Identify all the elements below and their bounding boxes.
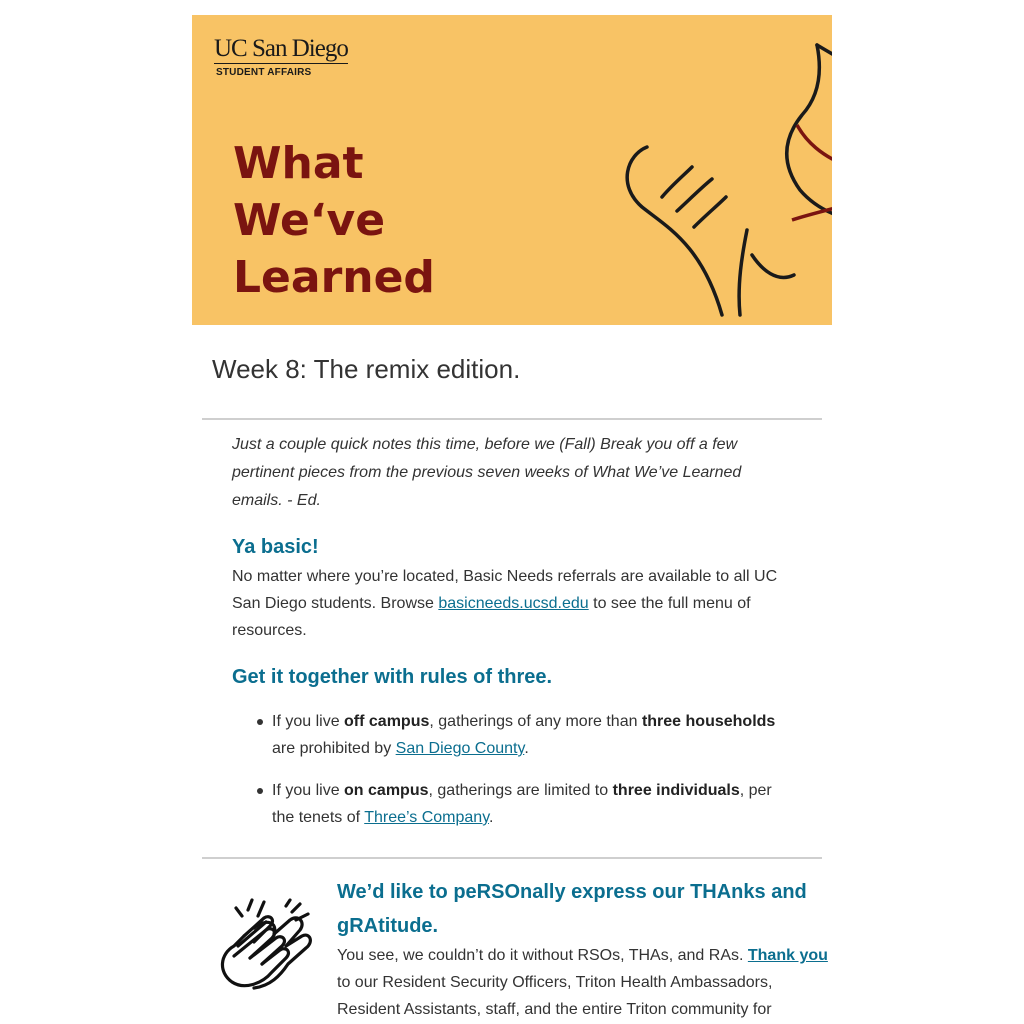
- cat-with-face-mask-icon: [422, 15, 832, 325]
- section-divider: [202, 418, 822, 420]
- off-campus-bold-2: three households: [641, 713, 776, 730]
- on-campus-t1: If you live: [272, 782, 345, 799]
- basicneeds-link[interactable]: basicneeds.ucsd.edu: [438, 595, 589, 612]
- banner-title-line-2: We‘ve: [233, 195, 386, 246]
- basic-needs-text-before: No matter where you’re located, Basic Needs referrals are available to all UC San Diego students. Browse: [232, 568, 778, 612]
- off-campus-t1: If you live: [272, 713, 345, 730]
- thanks-text: [337, 942, 832, 1023]
- thanks-text-after: to our Resident Security Officers, Triton Health Ambassadors, Resident Assistants, staff, and the entire Triton community for: [337, 974, 773, 1018]
- logo-subtitle: STUDENT AFFAIRS: [216, 67, 312, 78]
- san-diego-county-link[interactable]: San Diego County: [395, 740, 525, 757]
- ucsd-logo[interactable]: [214, 35, 348, 78]
- on-campus-t3: , per the tenets of: [272, 782, 772, 826]
- banner-title: [233, 135, 435, 306]
- basic-needs-heading: Ya basic!: [232, 536, 319, 558]
- on-campus-bold-1: on campus: [344, 782, 429, 799]
- off-campus-t2: , gatherings of any more than: [429, 713, 642, 730]
- off-campus-bold-1: off campus: [344, 713, 430, 730]
- off-campus-t3: are prohibited by: [272, 740, 396, 757]
- clapping-hands-icon: [214, 896, 318, 996]
- list-item-off-campus: [272, 708, 792, 762]
- on-campus-bold-2: three individuals: [612, 782, 740, 799]
- banner-title-line-1: What: [233, 138, 364, 189]
- basic-needs-text-after: to see the full menu of resources.: [232, 595, 751, 639]
- rules-of-three-heading: Get it together with rules of three.: [232, 666, 553, 688]
- logo-wordmark: UC San Diego: [214, 35, 348, 62]
- basic-needs-text: [232, 563, 792, 644]
- off-campus-t4: .: [524, 740, 529, 757]
- list-item-on-campus: [272, 777, 792, 831]
- threes-company-link[interactable]: Three’s Company: [364, 809, 490, 826]
- thanks-heading: We’d like to peRSOnally express our THAnks and gRAtitude.: [337, 881, 807, 937]
- banner-title-line-3: Learned: [233, 252, 435, 303]
- on-campus-t4: .: [489, 809, 494, 826]
- thank-you-link[interactable]: Thank you: [747, 947, 828, 964]
- thanks-text-before: You see, we couldn’t do it without RSOs, THAs, and RAs.: [337, 947, 748, 964]
- section-divider: [202, 857, 822, 859]
- on-campus-t2: , gatherings are limited to: [428, 782, 613, 799]
- intro-note: Just a couple quick notes this time, before we (Fall) Break you off a few pertinent pieces from the previous seven weeks of What We’ve Learned emails. - Ed.: [232, 436, 742, 509]
- week-heading: Week 8: The remix edition.: [212, 354, 521, 384]
- header-banner: [192, 15, 832, 325]
- rules-list: [232, 708, 792, 846]
